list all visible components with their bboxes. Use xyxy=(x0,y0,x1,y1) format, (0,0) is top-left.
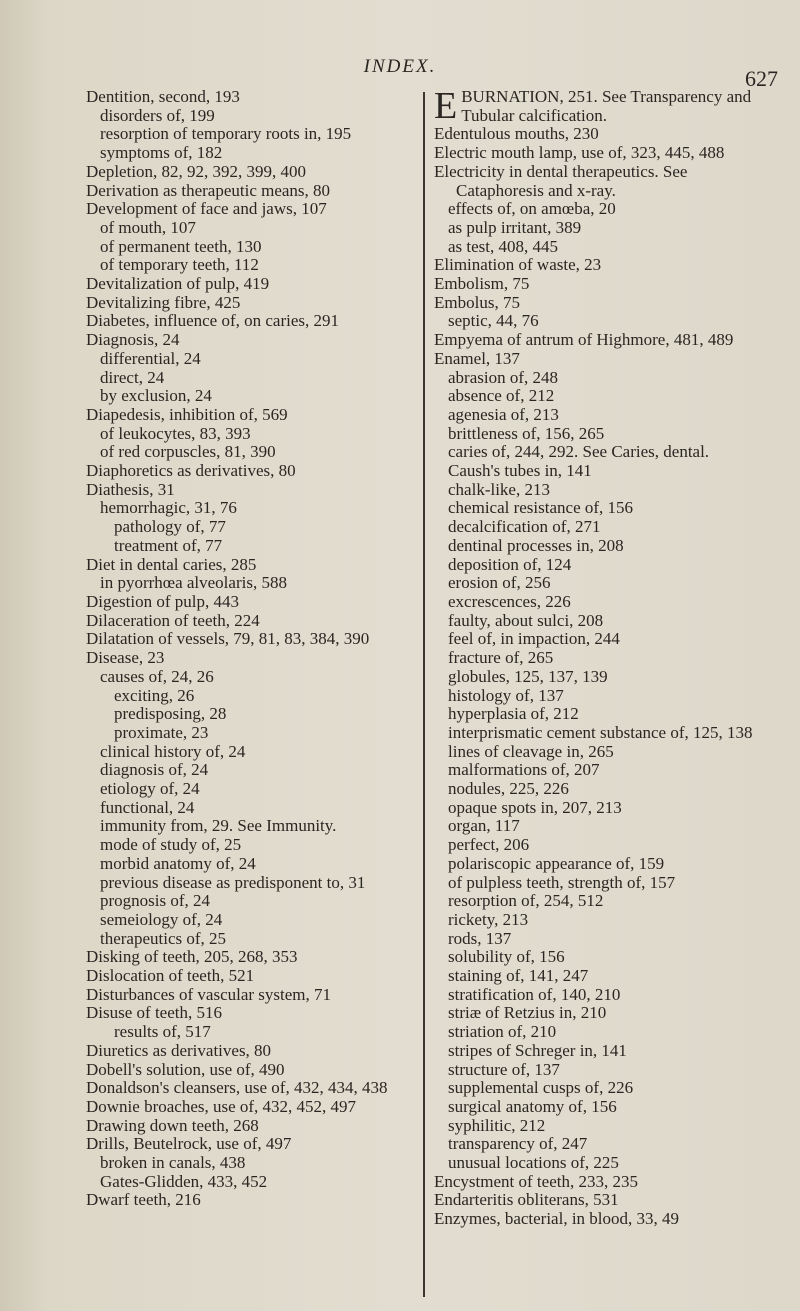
index-subentry: resorption of, 254, 512 xyxy=(448,891,604,911)
index-entry: Dentition, second, 193 xyxy=(86,87,240,106)
index-subentry: polariscopic appearance of, 159 xyxy=(448,853,665,873)
index-subentry: chemical resistance of, 156 xyxy=(448,498,634,518)
index-subentry: pathology of, 77 xyxy=(114,517,226,537)
index-subentry: deposition of, 124 xyxy=(448,554,572,574)
index-subentry: therapeutics of, 25 xyxy=(100,928,227,948)
index-subentry: brittleness of, 156, 265 xyxy=(448,423,605,443)
index-subentry: mode of study of, 25 xyxy=(100,835,242,855)
index-entry: Edentulous mouths, 230 xyxy=(434,124,599,144)
index-entry: Diathesis, 31 xyxy=(86,479,175,499)
index-subentry: causes of, 24, 26 xyxy=(100,666,214,686)
index-entry: Enzymes, bacterial, in blood, 33, 49 xyxy=(434,1209,680,1229)
index-subentry: caries of, 244, 292. See Caries, dental. xyxy=(448,442,710,462)
index-entry: Disturbances of vascular system, 71 xyxy=(86,984,332,1004)
index-subentry: organ, 117 xyxy=(448,816,520,836)
index-subentry: septic, 44, 76 xyxy=(448,311,539,331)
index-subentry: structure of, 137 xyxy=(448,1059,560,1079)
index-subentry: striation of, 210 xyxy=(448,1022,557,1042)
index-subentry: nodules, 225, 226 xyxy=(448,779,569,799)
column-divider xyxy=(423,92,425,1297)
index-entry: Embolism, 75 xyxy=(434,274,530,294)
index-entry: Depletion, 82, 92, 392, 399, 400 xyxy=(86,161,307,181)
index-subentry: Gates-Glidden, 433, 452 xyxy=(100,1171,268,1191)
page-number: 627 xyxy=(745,66,778,91)
index-subentry: staining of, 141, 247 xyxy=(448,966,589,986)
index-entry: Dwarf teeth, 216 xyxy=(86,1190,201,1210)
index-subentry: solubility of, 156 xyxy=(448,947,565,967)
index-entry: Dilaceration of teeth, 224 xyxy=(86,610,260,630)
index-column-right xyxy=(434,85,776,1229)
index-subentry: hyperplasia of, 212 xyxy=(448,704,579,724)
index-subentry: hemorrhagic, 31, 76 xyxy=(100,498,237,518)
index-subentry: transparency of, 247 xyxy=(448,1134,588,1154)
index-entry: Diabetes, influence of, on caries, 291 xyxy=(86,311,340,331)
index-subentry: semeiology of, 24 xyxy=(100,909,223,929)
index-subentry: as pulp irritant, 389 xyxy=(448,217,582,237)
index-subentry: agenesia of, 213 xyxy=(448,404,559,424)
index-entry: Diaphoretics as derivatives, 80 xyxy=(86,461,296,481)
index-subentry: diagnosis of, 24 xyxy=(100,760,209,780)
index-subentry: by exclusion, 24 xyxy=(100,386,212,406)
index-subentry: as test, 408, 445 xyxy=(448,236,559,256)
index-subentry: treatment of, 77 xyxy=(114,535,223,555)
index-entry: Diuretics as derivatives, 80 xyxy=(86,1040,272,1060)
index-subentry: immunity from, 29. See Immunity. xyxy=(100,816,337,836)
index-subentry: morbid anatomy of, 24 xyxy=(100,853,256,873)
index-entry-lead xyxy=(434,85,776,127)
index-subentry: of red corpuscles, 81, 390 xyxy=(100,442,276,462)
index-entry: Endarteritis obliterans, 531 xyxy=(434,1190,619,1210)
index-entry: Diapedesis, inhibition of, 569 xyxy=(86,404,288,424)
index-entry: Encystment of teeth, 233, 235 xyxy=(434,1171,638,1191)
index-subentry: exciting, 26 xyxy=(114,685,195,705)
index-entry: Embolus, 75 xyxy=(434,292,520,312)
index-subentry: clinical history of, 24 xyxy=(100,741,246,761)
index-subentry: effects of, on amœba, 20 xyxy=(448,199,616,219)
index-subentry: predisposing, 28 xyxy=(114,704,227,724)
index-subentry: absence of, 212 xyxy=(448,386,555,406)
index-entry: Drills, Beutelrock, use of, 497 xyxy=(86,1134,292,1154)
index-entry: Electricity in dental therapeutics. See Cataphoresis and x-ray. xyxy=(434,161,688,200)
index-subentry: syphilitic, 212 xyxy=(448,1115,546,1135)
index-subentry: decalcification of, 271 xyxy=(448,517,601,537)
index-subentry: rickety, 213 xyxy=(448,909,529,929)
index-subentry: supplemental cusps of, 226 xyxy=(448,1078,634,1098)
index-entry: Diagnosis, 24 xyxy=(86,330,180,350)
index-subentry: symptoms of, 182 xyxy=(100,143,223,163)
index-subentry: rods, 137 xyxy=(448,928,512,948)
index-subentry: stripes of Schreger in, 141 xyxy=(448,1040,627,1060)
index-subentry: striæ of Retzius in, 210 xyxy=(448,1003,607,1023)
index-entry: Elimination of waste, 23 xyxy=(434,255,602,275)
index-entry: Disuse of teeth, 516 xyxy=(86,1003,222,1023)
index-entry: Devitalization of pulp, 419 xyxy=(86,274,270,294)
index-subentry: prognosis of, 24 xyxy=(100,891,211,911)
index-subentry: of leukocytes, 83, 393 xyxy=(100,423,251,443)
index-subentry: excrescences, 226 xyxy=(448,591,571,611)
index-subentry: resorption of temporary roots in, 195 xyxy=(100,124,352,144)
index-entry: Devitalizing fibre, 425 xyxy=(86,292,241,312)
running-header: INDEX. xyxy=(363,56,437,77)
index-subentry: disorders of, 199 xyxy=(100,105,215,125)
index-subentry: etiology of, 24 xyxy=(100,779,200,799)
index-subentry: of pulpless teeth, strength of, 157 xyxy=(448,872,676,892)
index-column-left xyxy=(86,88,416,1210)
index-subentry: unusual locations of, 225 xyxy=(448,1153,619,1173)
index-entry: Enamel, 137 xyxy=(434,348,520,368)
index-subentry: abrasion of, 248 xyxy=(448,367,559,387)
index-subentry: functional, 24 xyxy=(100,797,195,817)
index-entry: Development of face and jaws, 107 xyxy=(86,199,327,219)
index-subentry: in pyorrhœa alveolaris, 588 xyxy=(100,573,287,593)
index-entry: Dobell's solution, use of, 490 xyxy=(86,1059,285,1079)
index-subentry: erosion of, 256 xyxy=(448,573,551,593)
index-subentry: previous disease as predisponent to, 31 xyxy=(100,872,366,892)
index-subentry: results of, 517 xyxy=(114,1022,211,1042)
index-entry: Digestion of pulp, 443 xyxy=(86,591,239,611)
index-entry: Disease, 23 xyxy=(86,648,165,668)
index-subentry: histology of, 137 xyxy=(448,685,564,705)
index-subentry: surgical anatomy of, 156 xyxy=(448,1096,617,1116)
index-subentry: perfect, 206 xyxy=(448,835,530,855)
index-subentry: faulty, about sulci, 208 xyxy=(448,610,604,630)
index-subentry: globules, 125, 137, 139 xyxy=(448,666,608,686)
index-subentry: feel of, in impaction, 244 xyxy=(448,629,620,649)
index-subentry: differential, 24 xyxy=(100,348,201,368)
index-subentry: chalk-like, 213 xyxy=(448,479,550,499)
index-subentry: fracture of, 265 xyxy=(448,648,554,668)
index-subentry: of temporary teeth, 112 xyxy=(100,255,259,275)
index-subentry: dentinal processes in, 208 xyxy=(448,535,624,555)
index-entry-lead-text: BURNATION, 251. See Transparency and Tubular calcification. xyxy=(461,87,752,125)
index-subentry: opaque spots in, 207, 213 xyxy=(448,797,622,817)
index-subentry: of permanent teeth, 130 xyxy=(100,236,262,256)
index-entry: Drawing down teeth, 268 xyxy=(86,1115,259,1135)
index-entry: Disking of teeth, 205, 268, 353 xyxy=(86,947,298,967)
index-entry: Donaldson's cleansers, use of, 432, 434, 438 xyxy=(86,1078,388,1098)
index-entry: Empyema of antrum of Highmore, 481, 489 xyxy=(434,330,734,350)
index-entry: Derivation as therapeutic means, 80 xyxy=(86,180,331,200)
index-entry: Downie broaches, use of, 432, 452, 497 xyxy=(86,1096,357,1116)
index-subentry: interprismatic cement substance of, 125, 138 xyxy=(448,722,753,742)
index-entry: Diet in dental caries, 285 xyxy=(86,554,257,574)
index-subentry: malformations of, 207 xyxy=(448,760,600,780)
index-entry: Dilatation of vessels, 79, 81, 83, 384, 390 xyxy=(86,629,370,649)
index-subentry: broken in canals, 438 xyxy=(100,1153,246,1173)
index-subentry: Caush's tubes in, 141 xyxy=(448,461,592,481)
index-subentry: direct, 24 xyxy=(100,367,165,387)
drop-cap: E xyxy=(434,85,458,127)
index-subentry: lines of cleavage in, 265 xyxy=(448,741,614,761)
index-subentry: stratification of, 140, 210 xyxy=(448,984,621,1004)
index-entry: Electric mouth lamp, use of, 323, 445, 488 xyxy=(434,143,725,163)
index-subentry: of mouth, 107 xyxy=(100,217,196,237)
index-subentry: proximate, 23 xyxy=(114,722,209,742)
index-entry: Dislocation of teeth, 521 xyxy=(86,966,255,986)
